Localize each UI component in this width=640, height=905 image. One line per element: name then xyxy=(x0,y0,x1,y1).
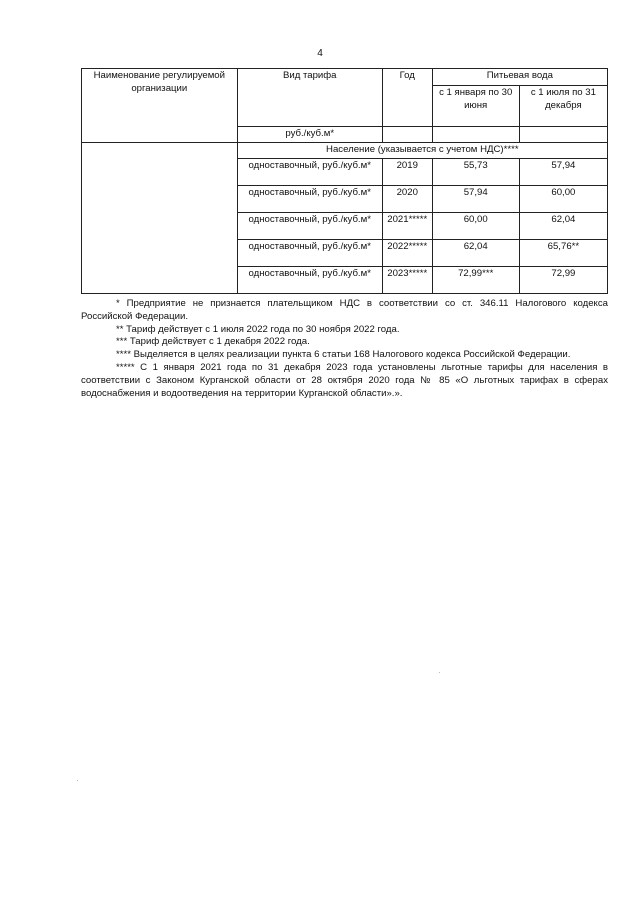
footnote: *** Тариф действует с 1 декабря 2022 года. xyxy=(116,336,310,348)
header-water: Питьевая вода xyxy=(432,69,607,86)
price-h2-cell: 57,94 xyxy=(519,158,607,185)
price-h2-cell: 60,00 xyxy=(519,185,607,212)
tariff-type-cell: одноставочный, руб./куб.м* xyxy=(237,212,382,239)
tariff-type-cell: одноставочный, руб./куб.м* xyxy=(237,158,382,185)
year-cell: 2020 xyxy=(382,185,432,212)
org-name-cell xyxy=(82,142,238,293)
price-h2-cell: 72,99 xyxy=(519,266,607,293)
tariff-type-cell: одноставочный, руб./куб.м* xyxy=(237,239,382,266)
price-h1-cell: 62,04 xyxy=(432,239,519,266)
header-period-1: с 1 января по 30 июня xyxy=(432,86,519,127)
empty-cell xyxy=(432,127,519,143)
scan-speck: · xyxy=(76,776,79,785)
tariff-type-cell: одноставочный, руб./куб.м* xyxy=(237,185,382,212)
header-tariff-type: Вид тарифа xyxy=(237,69,382,127)
header-period-2: с 1 июля по 31 декабря xyxy=(519,86,607,127)
tariff-table xyxy=(81,68,608,294)
footnote: * Предприятие не признается плательщиком НДС в соответствии со ст. 346.11 Налогового кодекса Российской Федерации. xyxy=(81,298,608,322)
empty-cell xyxy=(382,127,432,143)
footnote: ** Тариф действует с 1 июля 2022 года по 30 ноября 2022 года. xyxy=(116,323,400,335)
footnotes xyxy=(81,298,608,400)
header-year: Год xyxy=(382,69,432,127)
tariff-type-cell: одноставочный, руб./куб.м* xyxy=(237,266,382,293)
footnote: **** Выделяется в целях реализации пункта 6 статьи 168 Налогового кодекса Российской Федерации. xyxy=(116,349,571,361)
unit-cell: руб./куб.м* xyxy=(237,127,382,143)
scan-speck: · xyxy=(438,668,441,677)
page-number: 4 xyxy=(317,48,323,59)
price-h2-cell: 62,04 xyxy=(519,212,607,239)
price-h2-cell: 65,76** xyxy=(519,239,607,266)
empty-cell xyxy=(519,127,607,143)
price-h1-cell: 55,73 xyxy=(432,158,519,185)
year-cell: 2022***** xyxy=(382,239,432,266)
year-cell: 2019 xyxy=(382,158,432,185)
footnote: ***** С 1 января 2021 года по 31 декабря 2023 года установлены льготные тарифы для населения в соответствии с Законом Курганской области от 28 октября 2020 года № 85 «О льготных тарифах в сферах водоснабжения и водоотведения на территории Курганской области».». xyxy=(81,361,608,399)
year-cell: 2023***** xyxy=(382,266,432,293)
price-h1-cell: 57,94 xyxy=(432,185,519,212)
section-title: Население (указывается с учетом НДС)**** xyxy=(237,142,607,158)
price-h1-cell: 72,99*** xyxy=(432,266,519,293)
price-h1-cell: 60,00 xyxy=(432,212,519,239)
year-cell: 2021***** xyxy=(382,212,432,239)
header-org-name: Наименование регулируемой организации xyxy=(82,69,238,143)
